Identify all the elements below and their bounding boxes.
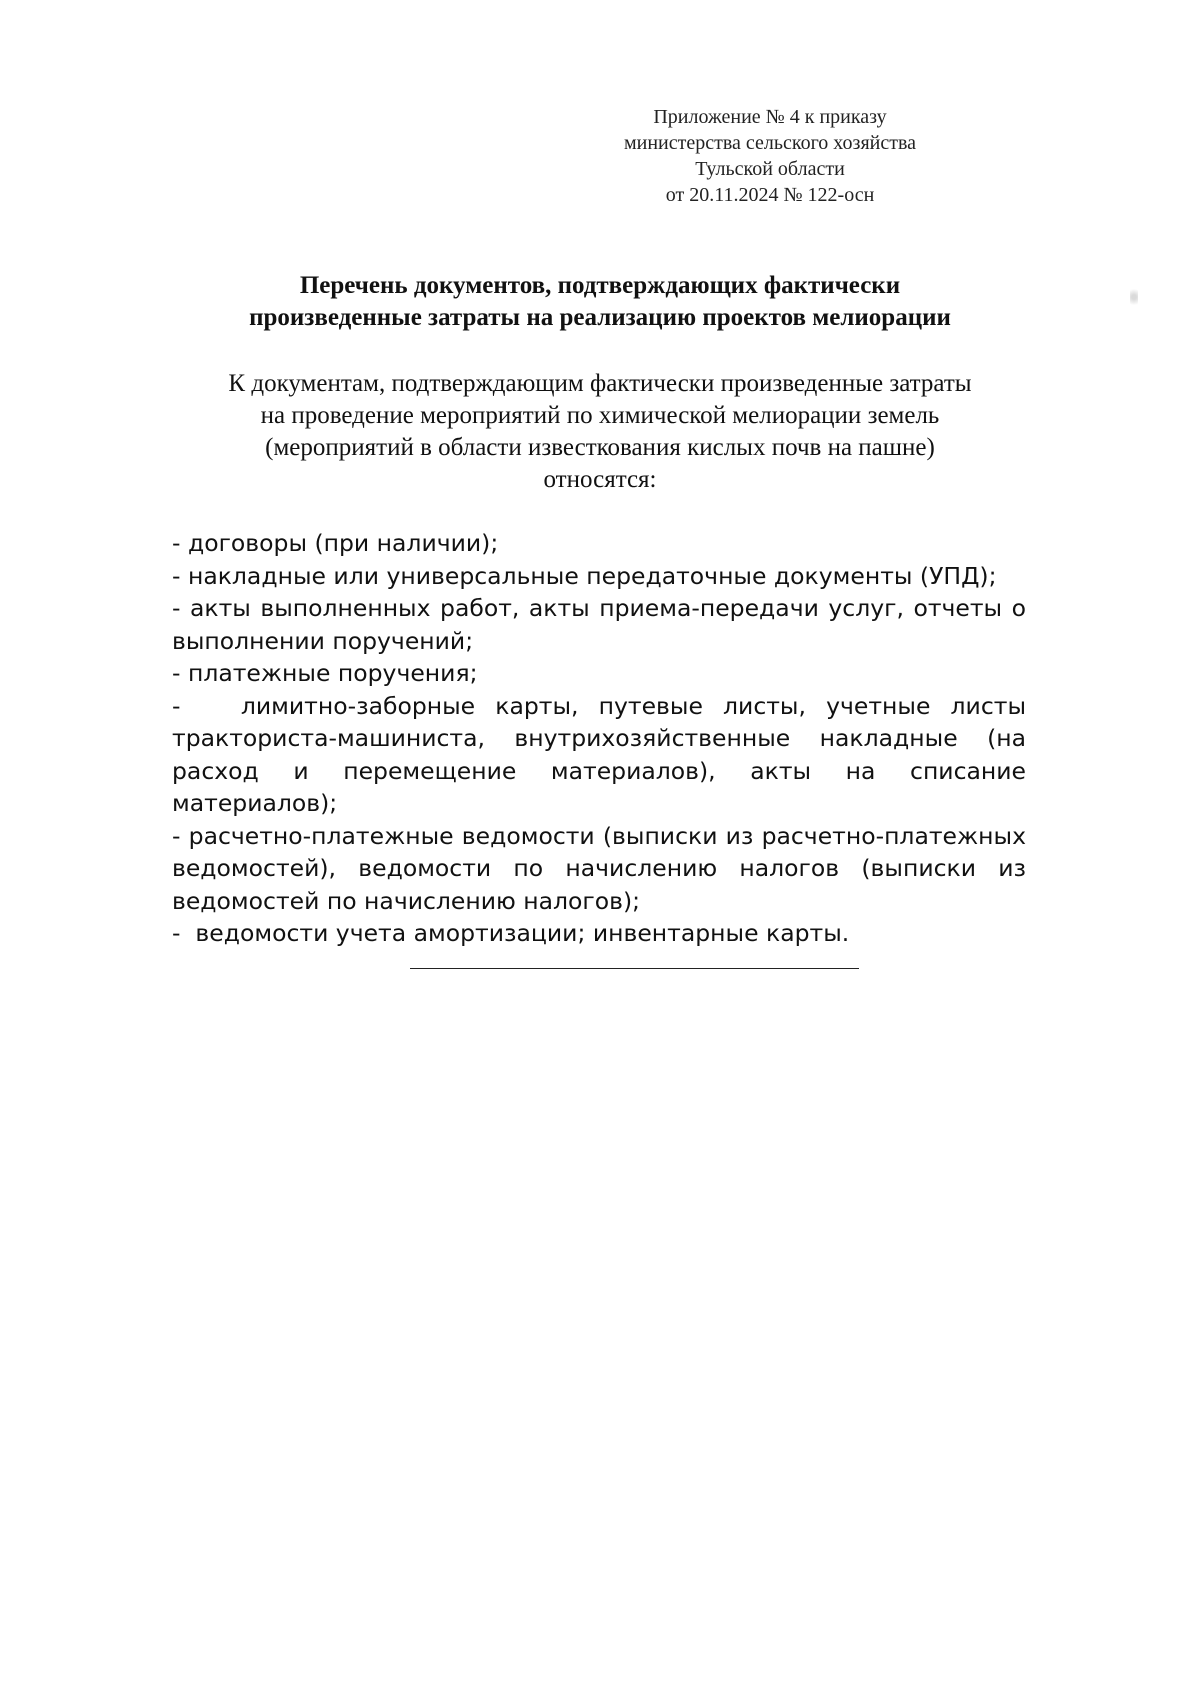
title-line-2: произведенные затраты на реализацию проектов мелиорации [249,304,951,331]
list-item: - ведомости учета амортизации; инвентарные карты. [172,919,850,947]
intro-line-4: относятся: [543,466,657,493]
intro-line-2: на проведение мероприятий по химической мелиорации земель [260,402,940,429]
intro-line-1: К документам, подтверждающим фактически произведенные затраты [228,370,972,397]
title-line-1: Перечень документов, подтверждающих фактически [299,272,901,299]
document-title [100,270,1100,334]
scan-artifact [1130,286,1138,308]
list-item: - акты выполненных работ, акты приема-передачи услуг, отчеты о выполнении поручений; [172,594,1026,655]
appendix-line-4: от 20.11.2024 № 122-осн [665,184,875,206]
intro-line-3: (мероприятий в области известкования кислых почв на пашне) [265,434,935,461]
list-item: - договоры (при наличии); [172,529,499,557]
list-item: - расчетно-платежные ведомости (выписки из расчетно-платежных ведомостей), ведомости по начислению налогов (выписки из ведомостей по начислению налогов); [172,821,1026,915]
list-item: - платежные поручения; [172,659,478,687]
appendix-header [560,104,980,208]
appendix-line-3: Тульской области [695,158,845,180]
closing-divider [410,968,859,969]
appendix-line-1: Приложение № 4 к приказу [653,106,887,128]
document-list [172,527,1026,950]
appendix-line-2: министерства сельского хозяйства [623,132,917,154]
list-item: - лимитно-заборные карты, путевые листы, учетные листы тракториста-машиниста, внутрихозяйственные накладные (на расход и перемещение материалов), акты на списание материалов); [172,691,1026,817]
intro-paragraph [100,368,1100,496]
list-item: - накладные или универсальные передаточные документы (УПД); [172,561,997,590]
